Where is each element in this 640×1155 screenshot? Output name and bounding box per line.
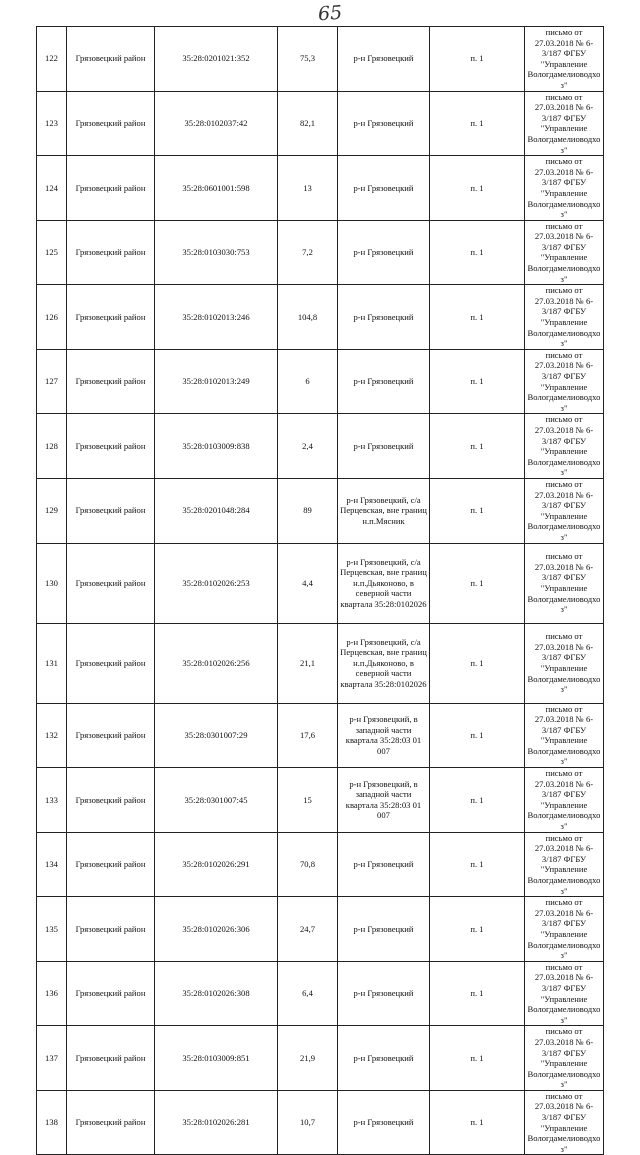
row-number: 125	[37, 220, 67, 285]
location-cell: р-н Грязовецкий	[338, 414, 430, 479]
area-cell: 104,8	[278, 285, 338, 350]
district-cell: Грязовецкий район	[67, 703, 155, 768]
district-cell: Грязовецкий район	[67, 832, 155, 897]
paragraph-cell: п. 1	[430, 156, 525, 221]
cadastral-number-cell: 35:28:0102026:308	[155, 961, 278, 1026]
area-cell: 6,4	[278, 961, 338, 1026]
cadastral-number-cell: 35:28:0102026:291	[155, 832, 278, 897]
row-number: 124	[37, 156, 67, 221]
area-cell: 10,7	[278, 1090, 338, 1155]
table-row	[37, 156, 604, 221]
cadastral-number-cell: 35:28:0102026:306	[155, 897, 278, 962]
location-cell: р-н Грязовецкий, с/а Перцевская, вне границ н.п.Дьяконово, в северной части квартала 35:28:0102026	[338, 623, 430, 703]
table-row	[37, 349, 604, 414]
basis-document-cell: письмо от 27.03.2018 № 6-3/187 ФГБУ "Управление Вологдамелиоводхоз"	[525, 703, 604, 768]
row-number: 130	[37, 543, 67, 623]
basis-document-cell: письмо от 27.03.2018 № 6-3/187 ФГБУ "Управление Вологдамелиоводхоз"	[525, 543, 604, 623]
area-cell: 13	[278, 156, 338, 221]
row-number: 122	[37, 27, 67, 92]
basis-document-cell: письмо от 27.03.2018 № 6-3/187 ФГБУ "Управление Вологдамелиоводхоз"	[525, 623, 604, 703]
area-cell: 24,7	[278, 897, 338, 962]
table-row	[37, 91, 604, 156]
area-cell: 82,1	[278, 91, 338, 156]
table-row	[37, 1026, 604, 1091]
basis-document-cell: письмо от 27.03.2018 № 6-3/187 ФГБУ "Управление Вологдамелиоводхоз"	[525, 349, 604, 414]
cadastral-number-cell: 35:28:0103009:851	[155, 1026, 278, 1091]
table-row	[37, 832, 604, 897]
cadastral-number-cell: 35:28:0102013:246	[155, 285, 278, 350]
paragraph-cell: п. 1	[430, 285, 525, 350]
area-cell: 2,4	[278, 414, 338, 479]
basis-document-cell: письмо от 27.03.2018 № 6-3/187 ФГБУ "Управление Вологдамелиоводхоз"	[525, 156, 604, 221]
district-cell: Грязовецкий район	[67, 1026, 155, 1091]
basis-document-cell: письмо от 27.03.2018 № 6-3/187 ФГБУ "Управление Вологдамелиоводхоз"	[525, 27, 604, 92]
paragraph-cell: п. 1	[430, 961, 525, 1026]
basis-document-cell: письмо от 27.03.2018 № 6-3/187 ФГБУ "Управление Вологдамелиоводхоз"	[525, 1026, 604, 1091]
table-row	[37, 623, 604, 703]
area-cell: 6	[278, 349, 338, 414]
location-cell: р-н Грязовецкий, с/а Перцевская, вне границ н.п.Дьяконово, в северной части квартала 35:28:0102026	[338, 543, 430, 623]
district-cell: Грязовецкий район	[67, 349, 155, 414]
cadastral-number-cell: 35:28:0103030:753	[155, 220, 278, 285]
row-number: 136	[37, 961, 67, 1026]
area-cell: 21,1	[278, 623, 338, 703]
row-number: 126	[37, 285, 67, 350]
table-row	[37, 478, 604, 543]
cadastral-number-cell: 35:28:0102026:256	[155, 623, 278, 703]
district-cell: Грязовецкий район	[67, 414, 155, 479]
area-cell: 17,6	[278, 703, 338, 768]
location-cell: р-н Грязовецкий	[338, 1090, 430, 1155]
district-cell: Грязовецкий район	[67, 543, 155, 623]
page-number: 65	[317, 1, 343, 26]
area-cell: 4,4	[278, 543, 338, 623]
paragraph-cell: п. 1	[430, 414, 525, 479]
district-cell: Грязовецкий район	[67, 623, 155, 703]
row-number: 135	[37, 897, 67, 962]
area-cell: 21,9	[278, 1026, 338, 1091]
location-cell: р-н Грязовецкий, с/а Перцевская, вне границ н.п.Мясник	[338, 478, 430, 543]
row-number: 132	[37, 703, 67, 768]
paragraph-cell: п. 1	[430, 91, 525, 156]
location-cell: р-н Грязовецкий	[338, 349, 430, 414]
table-row	[37, 414, 604, 479]
basis-document-cell: письмо от 27.03.2018 № 6-3/187 ФГБУ "Управление Вологдамелиоводхоз"	[525, 768, 604, 833]
basis-document-cell: письмо от 27.03.2018 № 6-3/187 ФГБУ "Управление Вологдамелиоводхоз"	[525, 414, 604, 479]
cadastral-number-cell: 35:28:0103009:838	[155, 414, 278, 479]
land-plots-table	[36, 26, 604, 1155]
row-number: 123	[37, 91, 67, 156]
cadastral-number-cell: 35:28:0102013:249	[155, 349, 278, 414]
area-cell: 70,8	[278, 832, 338, 897]
location-cell: р-н Грязовецкий	[338, 1026, 430, 1091]
paragraph-cell: п. 1	[430, 623, 525, 703]
cadastral-number-cell: 35:28:0601001:598	[155, 156, 278, 221]
location-cell: р-н Грязовецкий	[338, 27, 430, 92]
row-number: 128	[37, 414, 67, 479]
cadastral-number-cell: 35:28:0301007:29	[155, 703, 278, 768]
basis-document-cell: письмо от 27.03.2018 № 6-3/187 ФГБУ "Управление Вологдамелиоводхоз"	[525, 897, 604, 962]
basis-document-cell: письмо от 27.03.2018 № 6-3/187 ФГБУ "Управление Вологдамелиоводхоз"	[525, 832, 604, 897]
table-row	[37, 543, 604, 623]
district-cell: Грязовецкий район	[67, 961, 155, 1026]
cadastral-number-cell: 35:28:0102026:281	[155, 1090, 278, 1155]
paragraph-cell: п. 1	[430, 1026, 525, 1091]
area-cell: 7,2	[278, 220, 338, 285]
basis-document-cell: письмо от 27.03.2018 № 6-3/187 ФГБУ "Управление Вологдамелиоводхоз"	[525, 220, 604, 285]
location-cell: р-н Грязовецкий	[338, 285, 430, 350]
row-number: 127	[37, 349, 67, 414]
row-number: 129	[37, 478, 67, 543]
area-cell: 15	[278, 768, 338, 833]
cadastral-number-cell: 35:28:0102037:42	[155, 91, 278, 156]
district-cell: Грязовецкий район	[67, 156, 155, 221]
paragraph-cell: п. 1	[430, 1090, 525, 1155]
district-cell: Грязовецкий район	[67, 220, 155, 285]
paragraph-cell: п. 1	[430, 27, 525, 92]
cadastral-number-cell: 35:28:0201048:284	[155, 478, 278, 543]
district-cell: Грязовецкий район	[67, 1090, 155, 1155]
district-cell: Грязовецкий район	[67, 285, 155, 350]
location-cell: р-н Грязовецкий	[338, 897, 430, 962]
paragraph-cell: п. 1	[430, 832, 525, 897]
area-cell: 89	[278, 478, 338, 543]
table-row	[37, 220, 604, 285]
paragraph-cell: п. 1	[430, 349, 525, 414]
basis-document-cell: письмо от 27.03.2018 № 6-3/187 ФГБУ "Управление Вологдамелиоводхоз"	[525, 1090, 604, 1155]
row-number: 137	[37, 1026, 67, 1091]
table-row	[37, 703, 604, 768]
paragraph-cell: п. 1	[430, 703, 525, 768]
cadastral-number-cell: 35:28:0102026:253	[155, 543, 278, 623]
row-number: 131	[37, 623, 67, 703]
paragraph-cell: п. 1	[430, 220, 525, 285]
paragraph-cell: п. 1	[430, 768, 525, 833]
basis-document-cell: письмо от 27.03.2018 № 6-3/187 ФГБУ "Управление Вологдамелиоводхоз"	[525, 285, 604, 350]
district-cell: Грязовецкий район	[67, 768, 155, 833]
row-number: 133	[37, 768, 67, 833]
paragraph-cell: п. 1	[430, 543, 525, 623]
paragraph-cell: п. 1	[430, 897, 525, 962]
basis-document-cell: письмо от 27.03.2018 № 6-3/187 ФГБУ "Управление Вологдамелиоводхоз"	[525, 478, 604, 543]
cadastral-number-cell: 35:28:0301007:45	[155, 768, 278, 833]
row-number: 138	[37, 1090, 67, 1155]
district-cell: Грязовецкий район	[67, 91, 155, 156]
table-row	[37, 27, 604, 92]
location-cell: р-н Грязовецкий	[338, 220, 430, 285]
area-cell: 75,3	[278, 27, 338, 92]
table-row	[37, 768, 604, 833]
location-cell: р-н Грязовецкий	[338, 91, 430, 156]
row-number: 134	[37, 832, 67, 897]
location-cell: р-н Грязовецкий, в западной части квартала 35:28:03 01 007	[338, 768, 430, 833]
table-row	[37, 1090, 604, 1155]
district-cell: Грязовецкий район	[67, 27, 155, 92]
cadastral-number-cell: 35:28:0201021:352	[155, 27, 278, 92]
basis-document-cell: письмо от 27.03.2018 № 6-3/187 ФГБУ "Управление Вологдамелиоводхоз"	[525, 961, 604, 1026]
district-cell: Грязовецкий район	[67, 897, 155, 962]
paragraph-cell: п. 1	[430, 478, 525, 543]
location-cell: р-н Грязовецкий	[338, 832, 430, 897]
table-row	[37, 285, 604, 350]
basis-document-cell: письмо от 27.03.2018 № 6-3/187 ФГБУ "Управление Вологдамелиоводхоз"	[525, 91, 604, 156]
table-row	[37, 961, 604, 1026]
district-cell: Грязовецкий район	[67, 478, 155, 543]
location-cell: р-н Грязовецкий	[338, 961, 430, 1026]
table-row	[37, 897, 604, 962]
location-cell: р-н Грязовецкий	[338, 156, 430, 221]
location-cell: р-н Грязовецкий, в западной части квартала 35:28:03 01 007	[338, 703, 430, 768]
